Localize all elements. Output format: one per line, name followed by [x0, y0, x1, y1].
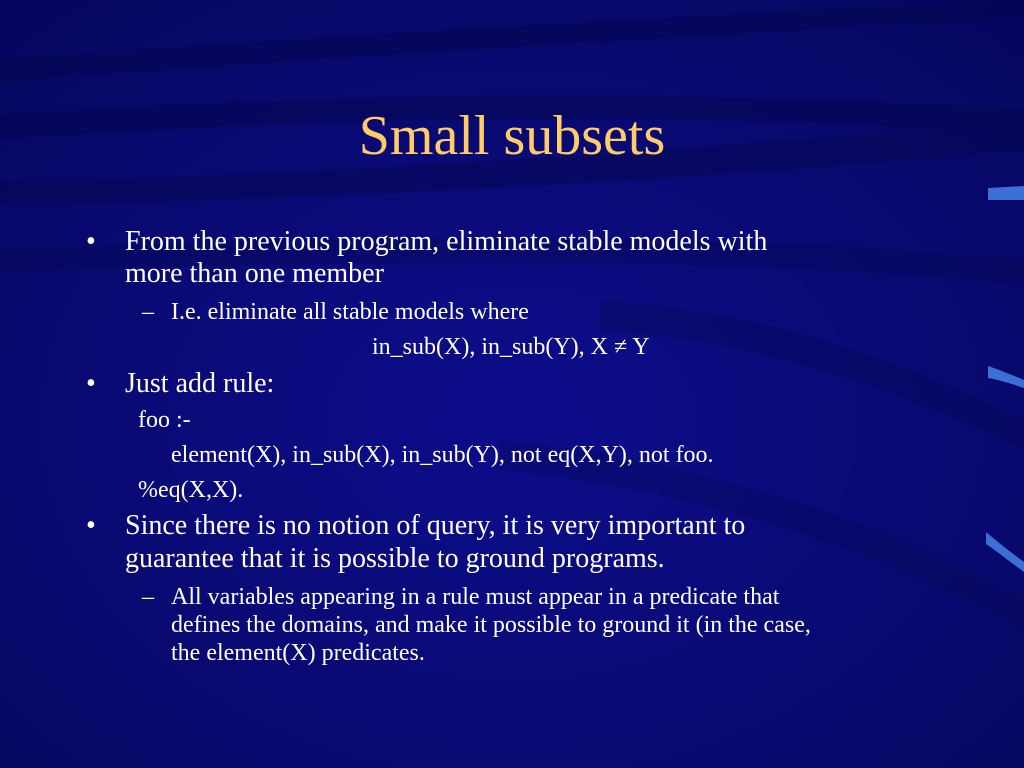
sub-bullet-marker: – [142, 299, 154, 325]
sub-bullet-3-line-1: All variables appearing in a rule must appear in a predicate that [171, 584, 780, 610]
rule-code-line-3: %eq(X,X). [138, 477, 244, 503]
bullet-3-line-2: guarantee that it is possible to ground programs. [125, 543, 665, 574]
bullet-3-line-1: Since there is no notion of query, it is very important to [125, 510, 746, 541]
bullet-marker: • [86, 510, 96, 541]
rule-code-line-1: foo :- [138, 407, 191, 433]
bullet-1-line-1: From the previous program, eliminate stable models with [125, 226, 768, 257]
formula-line: in_sub(X), in_sub(Y), X ≠ Y [372, 334, 650, 360]
rule-code-line-2: element(X), in_sub(X), in_sub(Y), not eq(X,Y), not foo. [171, 442, 714, 468]
sub-bullet-marker: – [142, 584, 154, 610]
slide-title: Small subsets [358, 105, 666, 167]
bullet-1-line-2: more than one member [125, 258, 384, 289]
bullet-marker: • [86, 368, 96, 399]
sub-bullet-1: I.e. eliminate all stable models where [171, 299, 529, 325]
bullet-2-line-1: Just add rule: [125, 368, 275, 399]
bullet-marker: • [86, 226, 96, 257]
sub-bullet-3-line-3: the element(X) predicates. [171, 640, 425, 666]
sub-bullet-3-line-2: defines the domains, and make it possible to ground it (in the case, [171, 612, 811, 638]
